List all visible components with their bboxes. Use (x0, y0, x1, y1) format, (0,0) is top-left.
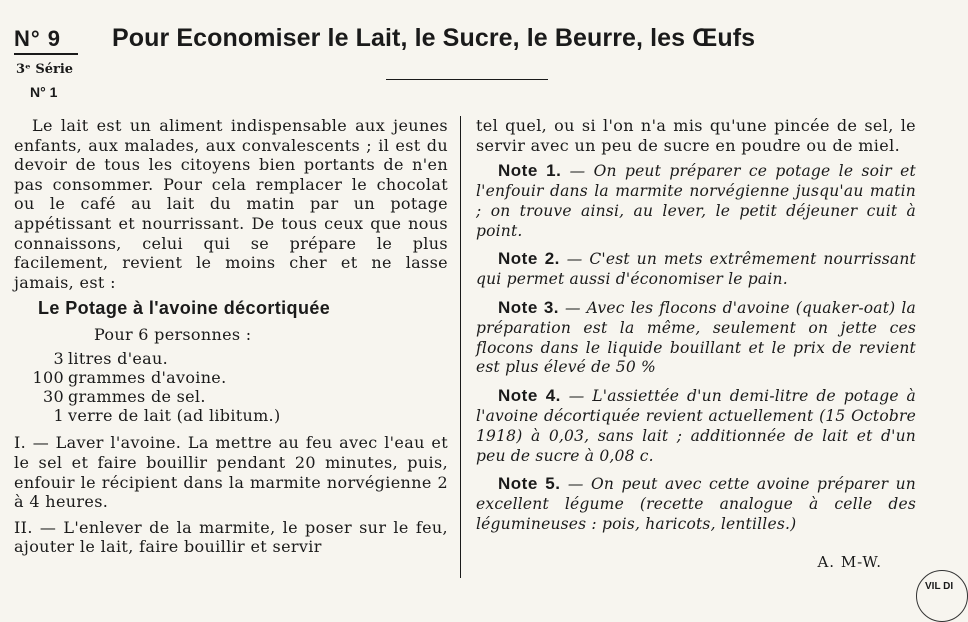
note-label: Note 3. (498, 297, 560, 317)
note-4 (476, 386, 916, 466)
library-stamp: VIL DI (916, 570, 968, 622)
servings-line: Pour 6 personnes : (94, 325, 252, 345)
column-divider (460, 116, 461, 578)
note-label: Note 2. (498, 249, 560, 269)
ingredient-list (14, 349, 448, 425)
note-text: — C'est un mets extrêmement nourrissant qui permet aussi d'économiser le pain. (476, 250, 916, 289)
note-2 (476, 249, 916, 290)
note-3 (476, 298, 916, 378)
note-text: — L'assiettée d'un demi-litre de potage à l'avoine décortiquée revient actuellement (15 Octobre 1918) à 0,03, sans lait ; additionnée de lait et d'un peu de sucre à 0,08 c. (476, 387, 916, 465)
ingredient-quantity: 100 (32, 368, 64, 388)
ingredient-item (14, 406, 448, 425)
ingredient-text: verre de lait (ad libitum.) (68, 406, 281, 426)
title-underline (386, 79, 548, 80)
step-one: I. — Laver l'avoine. La mettre au feu avec l'eau et le sel et faire bouillir pendant 20 minutes, puis, enfouir le récipient dans la marmite norvégienne 2 à 4 heures. (14, 433, 448, 512)
note-text: — On peut avec cette avoine préparer un excellent légume (recette analogue à celle des légumineuses : pois, haricots, lentilles.) (476, 475, 916, 533)
ingredient-text: grammes de sel. (68, 387, 206, 407)
series-number: N° 1 (30, 84, 58, 100)
page-title: Pour Economiser le Lait, le Sucre, le Beurre, les Œufs (112, 24, 756, 52)
note-text: — Avec les flocons d'avoine (quaker-oat) la préparation est la même, seulement on jette ces flocons dans le liquide bouillant et le prix de revient est plus élevé de 50 % (476, 298, 916, 377)
ingredient-item (14, 349, 448, 368)
series-label: 3ᵉ Série (16, 62, 74, 77)
right-column (476, 116, 916, 543)
recipe-title: Le Potage à l'avoine décortiquée (38, 298, 331, 319)
note-label: Note 1. (498, 161, 562, 181)
left-column (14, 116, 448, 557)
author-signature: A. M-W. (817, 553, 882, 571)
ingredient-quantity: 30 (43, 387, 64, 407)
ingredient-quantity: 3 (53, 349, 64, 369)
note-1 (476, 161, 916, 241)
ingredient-item (14, 368, 448, 387)
note-text: — On peut préparer ce potage le soir et l'enfouir dans la marmite norvégienne jusqu'au matin ; on trouve ainsi, au lever, le petit déjeuner cuit à point. (476, 162, 916, 240)
note-5 (476, 474, 916, 534)
intro-paragraph: Le lait est un aliment indispensable aux jeunes enfants, aux malades, aux convalescents ; il est du devoir de tous les citoyens bien portants de n'en pas consommer. Pour cela remplacer le chocolat ou le café au lait du matin par un potage appétissant et nourrissant. De tous ceux que nous connaissons, celui qui se prépare le plus facilement, revient le moins cher et ne lasse jamais, est : (14, 116, 448, 292)
step-two-end: tel quel, ou si l'on n'a mis qu'une pincée de sel, le servir avec un peu de sucre en poudre ou de miel. (476, 116, 916, 155)
note-label: Note 4. (498, 386, 561, 406)
sheet-number: N° 9 (14, 26, 78, 55)
step-two-start: II. — L'enlever de la marmite, le poser sur le feu, ajouter le lait, faire bouillir et servir (14, 517, 448, 557)
ingredient-quantity: 1 (53, 406, 64, 426)
ingredient-text: litres d'eau. (68, 349, 169, 369)
ingredient-text: grammes d'avoine. (68, 368, 227, 388)
ingredient-item (14, 387, 448, 406)
note-label: Note 5. (498, 474, 561, 494)
